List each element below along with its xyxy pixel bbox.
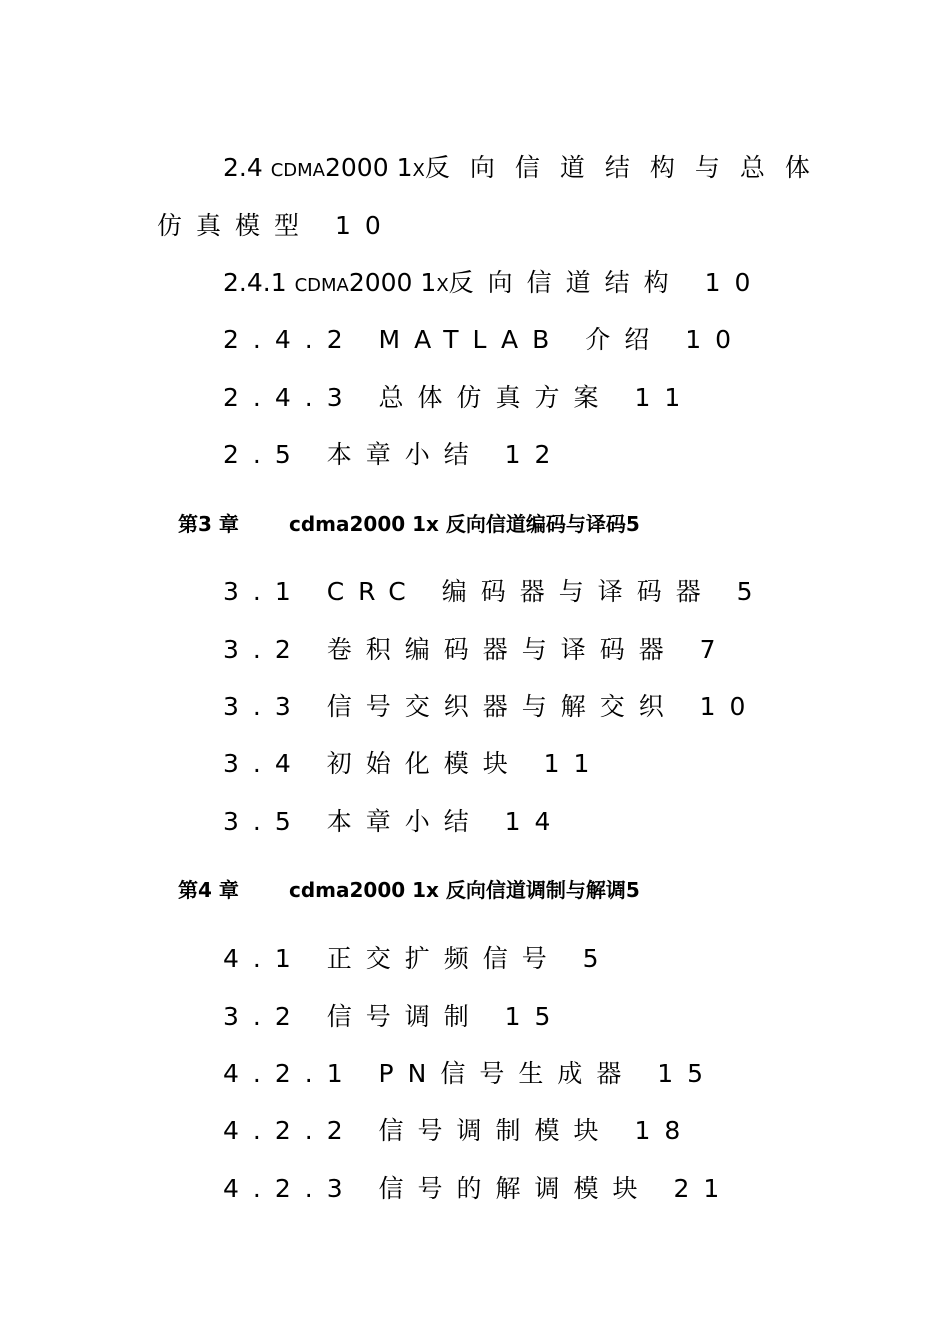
toc-chapter-4-title: cdma2000 1x 反向信道调制与解调5 xyxy=(289,878,640,902)
toc-chapter-3 xyxy=(178,511,640,537)
toc-entry-2-4-continued: 仿真模型 10 xyxy=(157,211,395,240)
toc-entry-4-1: 4.1 正交扩频信号 5 xyxy=(223,944,613,973)
toc-entry-4-2-2: 4.2.2 信号调制模块 18 xyxy=(223,1116,695,1145)
toc-entry-2-4 xyxy=(223,152,830,184)
toc-entry-2-4-number: 2.4 xyxy=(223,153,271,182)
toc-entry-3-4: 3.4 初始化模块 11 xyxy=(223,749,604,778)
toc-chapter-4 xyxy=(178,877,640,903)
toc-entry-4-2-3: 4.2.3 信号的解调模块 21 xyxy=(223,1174,734,1203)
toc-entry-2-4-version: 2000 1 xyxy=(325,153,413,182)
toc-entry-2-4-1-number: 2.4.1 xyxy=(223,268,295,297)
toc-entry-4-2: 3.2 信号调制 15 xyxy=(223,1002,565,1031)
toc-entry-3-3: 3.3 信号交织器与解交织 10 xyxy=(223,692,760,721)
toc-entry-2-4-1-x: x xyxy=(436,268,449,297)
toc-chapter-3-number: 第3 章 xyxy=(178,512,239,536)
toc-entry-2-4-x: x xyxy=(412,153,425,182)
toc-entry-2-4-1-version: 2000 1 xyxy=(348,268,437,297)
toc-entry-4-2-1: 4.2.1 PN信号生成器 15 xyxy=(223,1059,718,1088)
toc-entry-2-5: 2.5 本章小结 12 xyxy=(223,440,565,469)
toc-entry-2-4-1 xyxy=(223,267,764,299)
toc-chapter-3-title: cdma2000 1x 反向信道编码与译码5 xyxy=(289,512,640,536)
toc-entry-2-4-2: 2.4.2 MATLAB 介绍 10 xyxy=(223,325,746,354)
toc-entry-2-4-cdma: cdma xyxy=(270,153,325,182)
toc-entry-2-4-title: 反向信道结构与总体 xyxy=(424,153,830,182)
toc-entry-2-4-1-title: 反向信道结构 10 xyxy=(448,268,765,297)
toc-entry-3-5: 3.5 本章小结 14 xyxy=(223,807,565,836)
toc-entry-3-1: 3.1 CRC 编码器与译码器 5 xyxy=(223,577,767,606)
toc-chapter-4-number: 第4 章 xyxy=(178,878,239,902)
toc-entry-2-4-3: 2.4.3 总体仿真方案 11 xyxy=(223,383,695,412)
toc-entry-3-2: 3.2 卷积编码器与译码器 7 xyxy=(223,635,730,664)
toc-entry-2-4-1-cdma: cdma xyxy=(294,268,349,297)
